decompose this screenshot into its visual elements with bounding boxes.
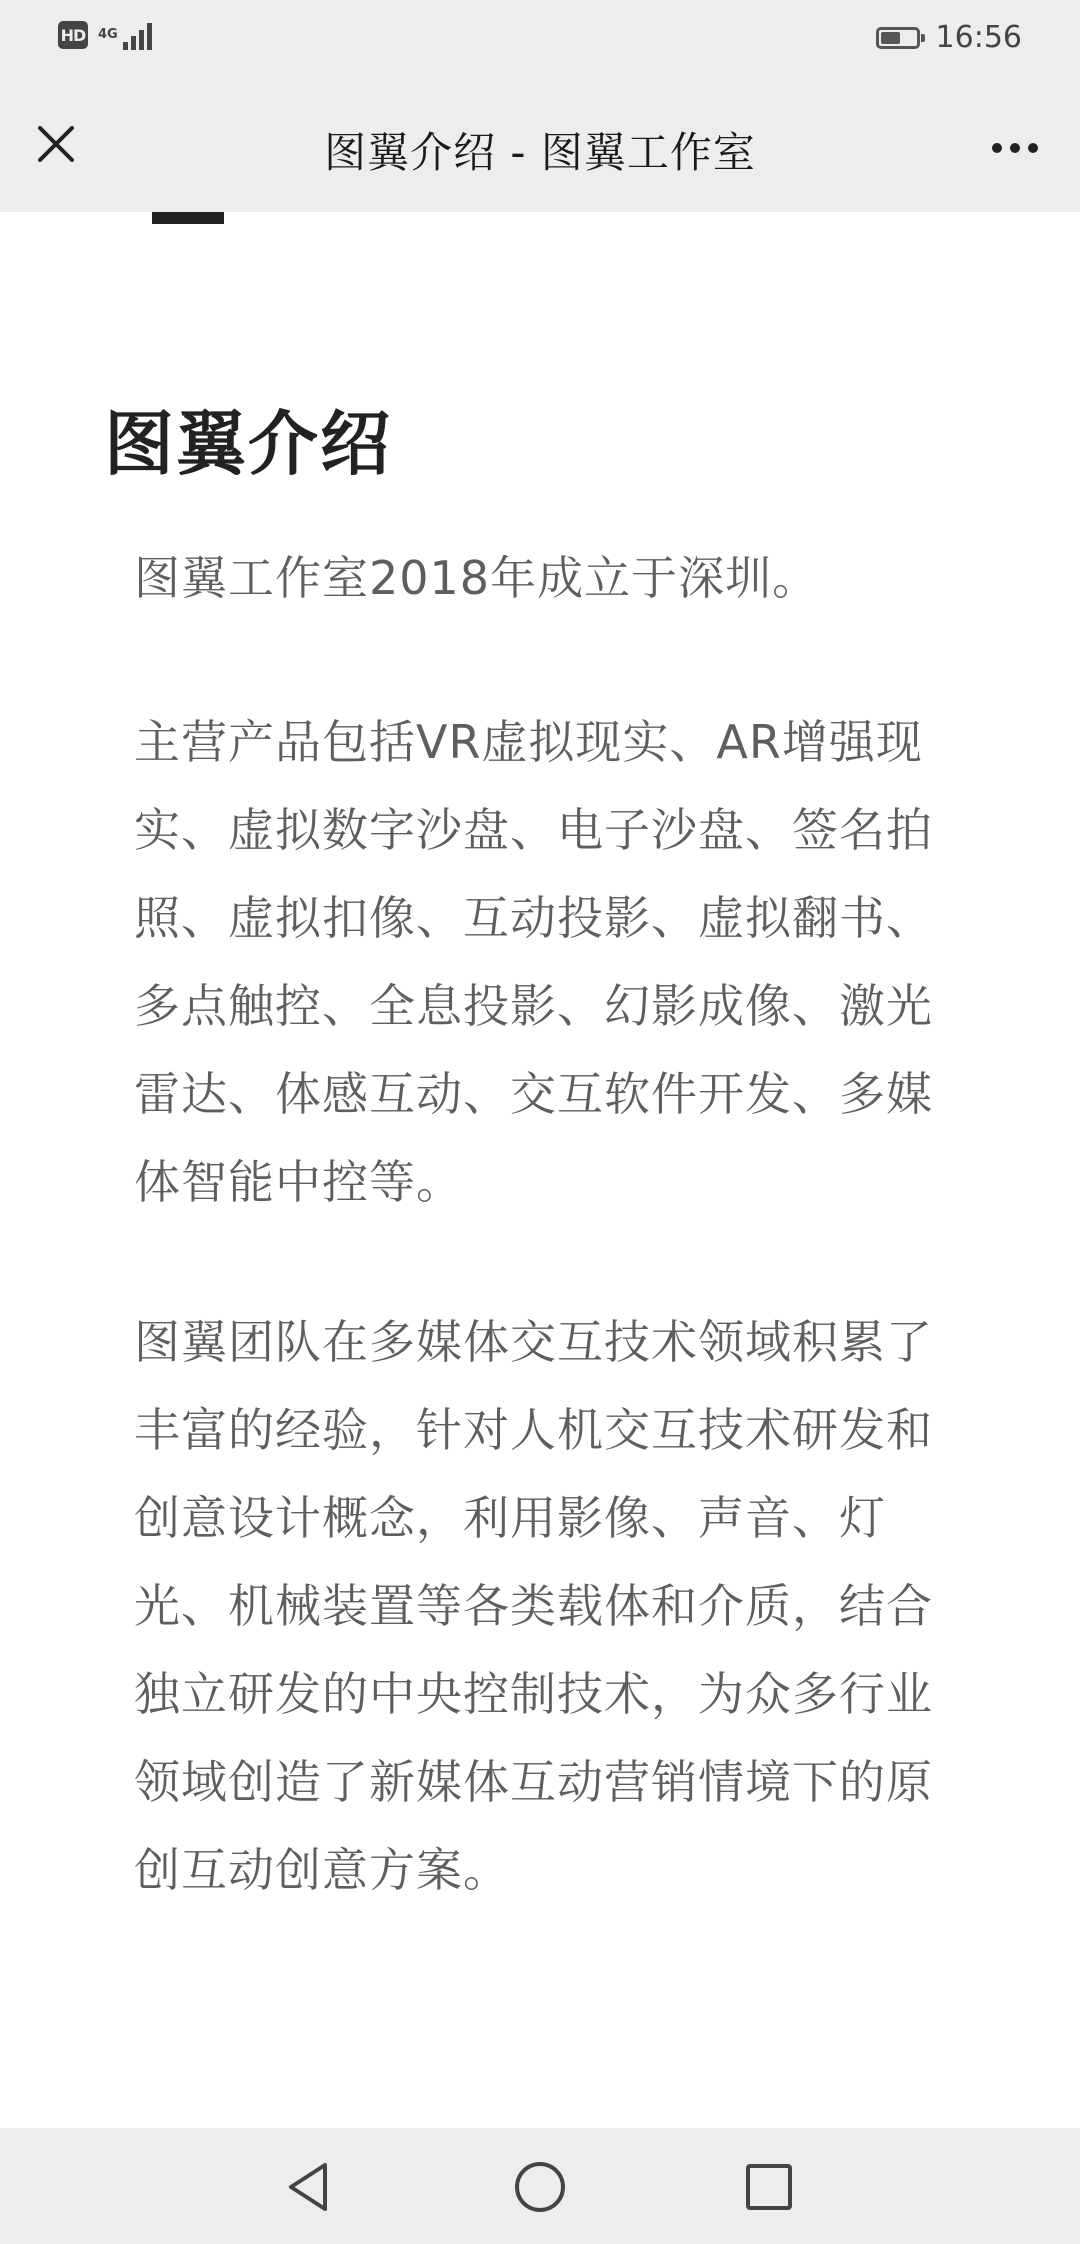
article-paragraph: 图翼团队在多媒体交互技术领域积累了丰富的经验，针对人机交互技术研发和创意设计概念，利用影像、声音、灯光、机械装置等各类载体和介质，结合独立研发的中央控制技术，为众多行业领域创造了新媒体互动营销情境下的原创互动创意方案。 [134, 1315, 933, 1897]
signal-strength-icon [120, 20, 152, 50]
battery-level-fill [881, 32, 900, 44]
back-triangle-icon [281, 2159, 337, 2215]
article-paragraph: 图翼工作室2018年成立于深圳。 [134, 551, 820, 605]
more-icon-dot [1010, 143, 1020, 153]
page-title: 图翼介绍 - 图翼工作室 [324, 128, 756, 177]
more-icon-dot [1028, 143, 1038, 153]
article-paragraph: 主营产品包括VR虚拟现实、AR增强现实、虚拟数字沙盘、电子沙盘、签名拍照、虚拟扣像、互动投影、虚拟翻书、多点触控、全息投影、幻影成像、激光雷达、体感互动、交互软件开发、多媒体智能中控等。 [134, 715, 933, 1209]
home-circle-icon [512, 2159, 568, 2215]
status-clock: 16:56 [935, 20, 1022, 55]
article-content[interactable] [0, 212, 1080, 2128]
status-bar [0, 0, 1080, 80]
battery-icon [876, 27, 920, 49]
status-right [876, 20, 1022, 55]
recents-square-icon [741, 2159, 797, 2215]
home-button[interactable] [505, 2152, 575, 2222]
more-options-button[interactable] [980, 120, 1050, 176]
more-icon-dot [992, 143, 1002, 153]
hd-badge: HD [58, 21, 88, 49]
network-type-label: 4G [98, 27, 118, 42]
status-left [58, 20, 152, 50]
back-button[interactable] [274, 2152, 344, 2222]
top-nav-bar [0, 80, 1080, 212]
section-heading: 图翼介绍 [104, 403, 392, 485]
recents-button[interactable] [734, 2152, 804, 2222]
system-navigation-bar [0, 2128, 1080, 2244]
decorative-divider [152, 212, 224, 224]
